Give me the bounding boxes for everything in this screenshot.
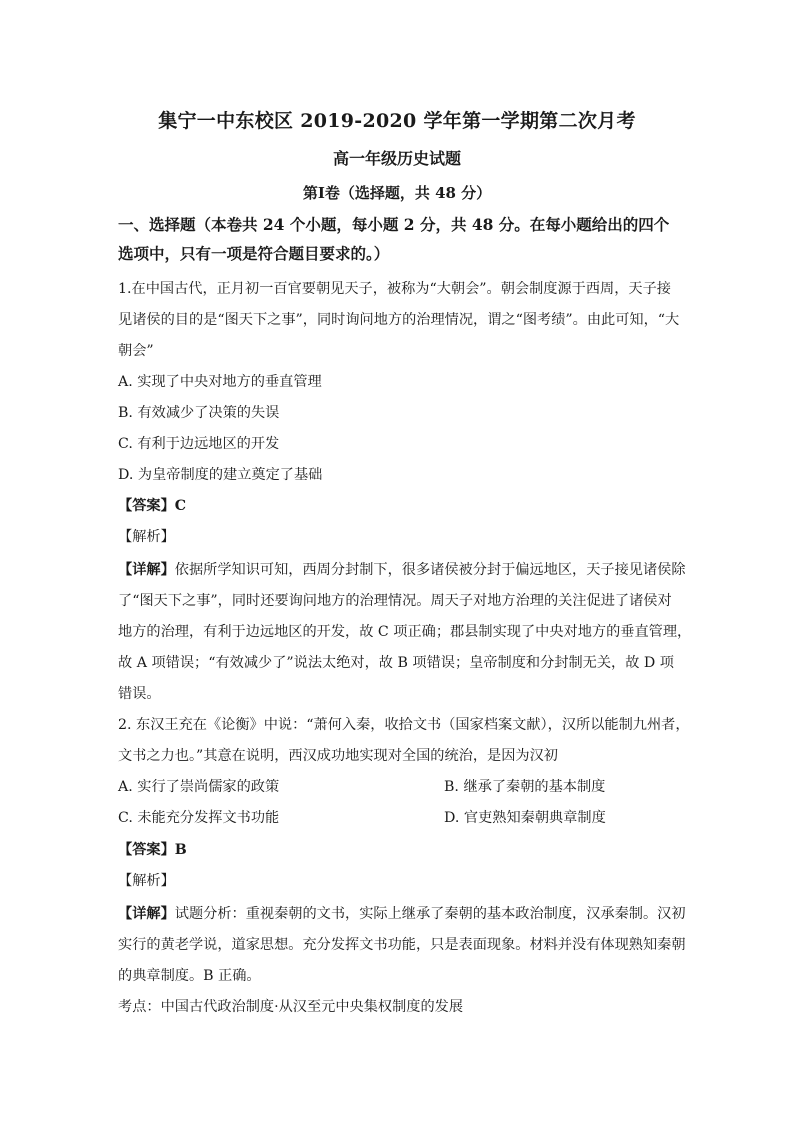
section-instructions-line-2: 选项中，只有一项是符合题目要求的。） — [118, 244, 390, 263]
q1-option-c: C. 有利于边远地区的开发 — [118, 436, 280, 452]
detail-tag: 【详解】 — [118, 906, 175, 922]
q1-stem-line-2: 见诸侯的目的是“图天下之事”，同时询问地方的治理情况，谓之“图考绩”。由此可知，“大 — [118, 312, 680, 328]
detail-text: 依据所学知识可知，西周分封制下，很多诸侯被分封于偏远地区，天子接见诸侯除 — [174, 562, 686, 578]
q2-option-b: B. 继承了秦朝的基本制度 — [444, 779, 606, 795]
q1-detail-line-3: 地方的治理，有利于边远地区的开发，故 C 项正确；郡县制实现了中央对地方的垂直管理， — [118, 624, 692, 640]
section-instructions-line-1: 一、选择题（本卷共 24 个小题，每小题 2 分，共 48 分。在每小题给出的四个 — [118, 215, 670, 234]
answer-value: C — [174, 498, 187, 514]
q2-option-a: A. 实行了崇尚儒家的政策 — [118, 779, 280, 795]
q2-kaodian: 考点：中国古代政治制度·从汉至元中央集权制度的发展 — [118, 999, 464, 1015]
q2-stem-line-1: 2. 东汉王充在《论衡》中说：“萧何入秦，收拾文书（国家档案文献），汉所以能制九州者， — [118, 717, 690, 733]
q2-detail-line-1 — [118, 904, 686, 924]
q2-detail-line-2: 实行的黄老学说，道家思想。充分发挥文书功能，只是表面现象。材料并没有体现熟知秦朝 — [118, 937, 686, 953]
q1-detail-line-1 — [118, 560, 686, 580]
q1-analysis-tag: 【解析】 — [118, 529, 175, 545]
detail-tag: 【详解】 — [118, 562, 175, 578]
q1-stem-line-3: 朝会” — [118, 343, 154, 359]
answer-tag: 【答案】 — [118, 842, 175, 858]
q1-detail-line-5: 错误。 — [118, 686, 161, 702]
q2-option-c: C. 未能充分发挥文书功能 — [118, 810, 280, 826]
q1-option-b: B. 有效减少了决策的失误 — [118, 405, 280, 421]
q1-answer — [118, 496, 678, 516]
q2-answer — [118, 840, 678, 860]
detail-text: 试题分析：重视秦朝的文书，实际上继承了秦朝的基本政治制度，汉承秦制。汉初 — [174, 906, 686, 922]
q1-option-d: D. 为皇帝制度的建立奠定了基础 — [118, 467, 323, 483]
q1-option-a: A. 实现了中央对地方的垂直管理 — [118, 374, 322, 390]
q2-stem-line-2: 文书之力也。”其意在说明，西汉成功地实现对全国的统治，是因为汉初 — [118, 748, 558, 764]
q1-stem-line-1: 1.在中国古代，正月初一百官要朝见天子，被称为“大朝会”。朝会制度源于西周，天子接 — [118, 281, 671, 297]
exam-subtitle: 高一年级历史试题 — [332, 149, 461, 168]
answer-value: B — [174, 842, 187, 858]
q1-detail-line-2: 了“图天下之事”，同时还要询问地方的治理情况。周天子对地方治理的关注促进了诸侯对 — [118, 593, 672, 609]
exam-title: 集宁一中东校区 2019-2020 学年第一学期第二次月考 — [158, 110, 636, 132]
q2-analysis-tag: 【解析】 — [118, 873, 175, 889]
answer-tag: 【答案】 — [118, 498, 175, 514]
q2-option-d: D. 官吏熟知秦朝典章制度 — [444, 810, 606, 826]
q2-detail-line-3: 的典章制度。B 正确。 — [118, 968, 261, 984]
q1-detail-line-4: 故 A 项错误；“有效减少了”说法太绝对，故 B 项错误；皇帝制度和分封制无关，故 D 项 — [118, 655, 674, 671]
volume-heading: 第Ⅰ卷（选择题，共 48 分） — [302, 184, 492, 202]
